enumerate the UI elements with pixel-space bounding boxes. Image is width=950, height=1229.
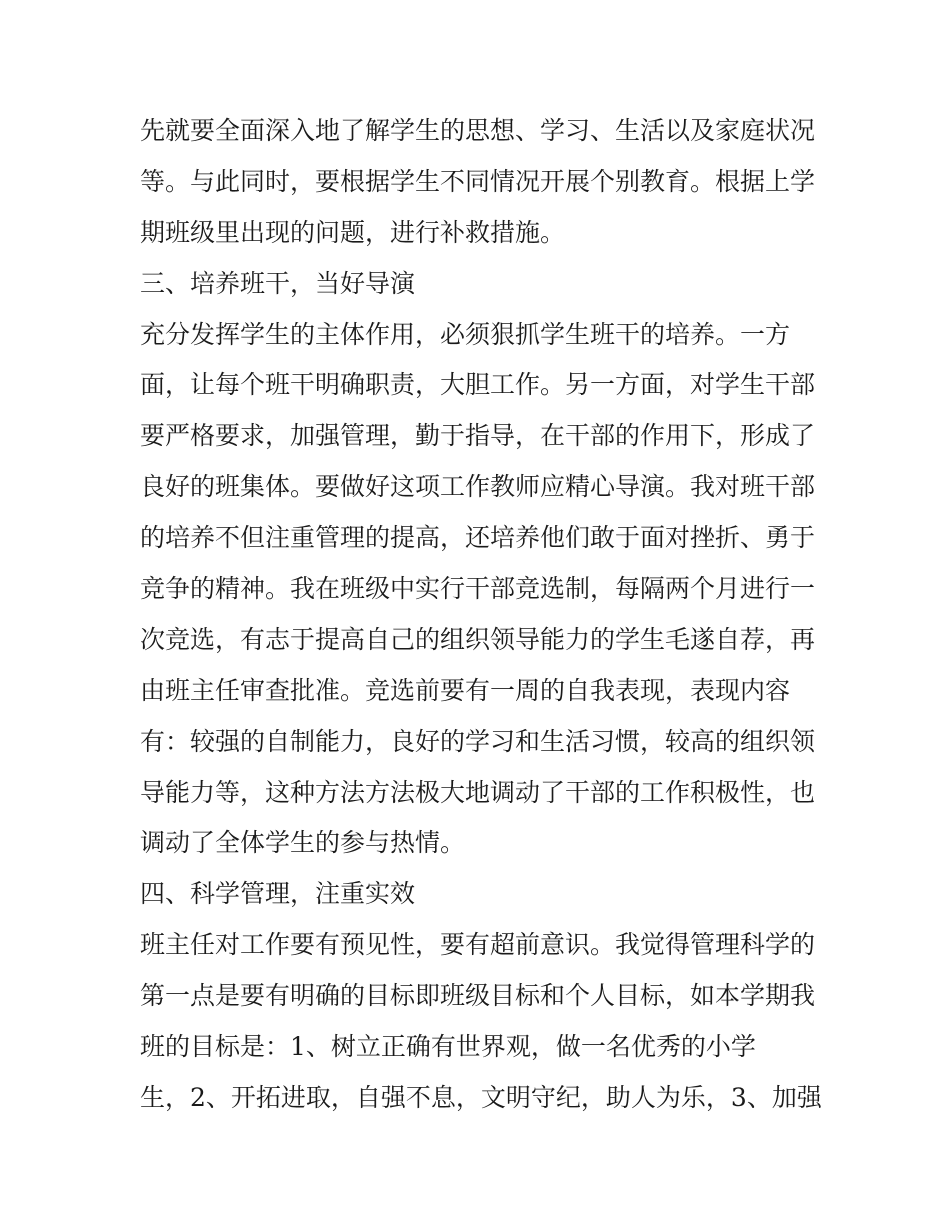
text-line: 由班主任审查批准。竞选前要有一周的自我表现，表现内容	[140, 675, 791, 705]
document-page	[140, 106, 820, 1124]
text-line: 有：较强的自制能力，良好的学习和生活习惯，较高的组织领	[140, 726, 816, 756]
text-line: 竞争的精神。我在班级中实行干部竞选制，每隔两个月进行一	[140, 574, 816, 604]
text-line: 生，2、开拓进取，自强不息，文明守纪，助人为乐，3、加强	[140, 1082, 822, 1112]
text-line: 良好的班集体。要做好这项工作教师应精心导演。我对班干部	[140, 472, 816, 502]
text-line: 第一点是要有明确的目标即班级目标和个人目标，如本学期我	[140, 981, 816, 1011]
text-line: 要严格要求，加强管理，勤于指导，在干部的作用下，形成了	[140, 421, 816, 451]
text-line: 充分发挥学生的主体作用，必须狠抓学生班干的培养。一方	[140, 319, 791, 349]
text-line: 调动了全体学生的参与热情。	[140, 828, 466, 858]
text-line: 期班级里出现的问题，进行补救措施。	[140, 217, 566, 247]
text-line: 等。与此同时，要根据学生不同情况开展个别教育。根据上学	[140, 166, 816, 196]
text-line: 次竞选，有志于提高自己的组织领导能力的学生毛遂自荐，再	[140, 624, 816, 654]
text-line: 面，让每个班干明确职责，大胆工作。另一方面，对学生干部	[140, 370, 816, 400]
text-line: 导能力等，这种方法方法极大地调动了干部的工作积极性，也	[140, 777, 816, 807]
section-heading: 三、培养班干，当好导演	[140, 268, 416, 298]
section-heading: 四、科学管理，注重实效	[140, 879, 416, 909]
text-line: 的培养不但注重管理的提高，还培养他们敢于面对挫折、勇于	[140, 523, 816, 553]
text-line: 班主任对工作要有预见性，要有超前意识。我觉得管理科学的	[140, 930, 816, 960]
text-line: 先就要全面深入地了解学生的思想、学习、生活以及家庭状况	[140, 116, 816, 145]
text-line: 班的目标是：1、树立正确有世界观，做一名优秀的小学	[140, 1032, 756, 1062]
